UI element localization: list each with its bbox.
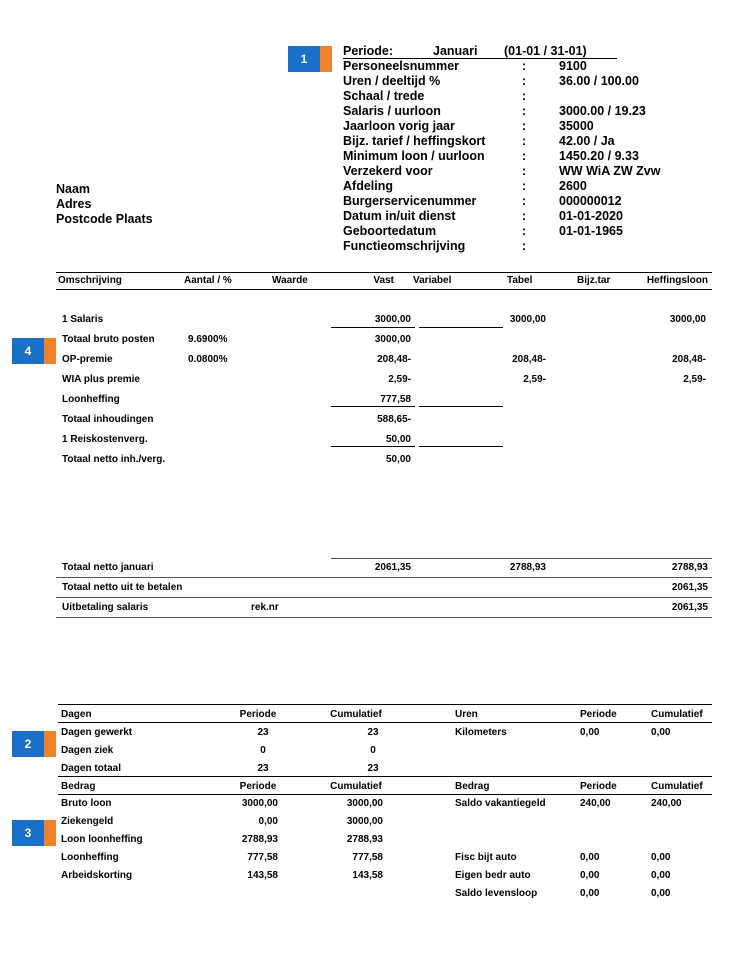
bedrag-row-periode: 2788,93 — [241, 834, 278, 845]
dagen-cum-header: Cumulatief — [330, 709, 382, 720]
dagen-row-cum: 23 — [367, 727, 379, 738]
bedrag-row-periode: 777,58 — [247, 852, 278, 863]
row-omschrijving: Totaal netto inh./verg. — [62, 454, 166, 465]
row-vast: 50,00 — [385, 454, 411, 465]
bedrag-row-periode: 0,00 — [258, 816, 278, 827]
field-colon: : — [522, 74, 527, 88]
field-label: Salaris / uurloon — [343, 104, 441, 118]
dagen-periode-header: Periode — [239, 709, 277, 720]
dagen-row-cum: 23 — [367, 763, 379, 774]
row-heffingsloon: 2,59- — [683, 374, 706, 385]
field-label: Afdeling — [343, 179, 393, 193]
dagen-row-cum: 0 — [370, 745, 376, 756]
totaal-netto-label: Totaal netto januari — [62, 562, 154, 573]
uren-header: Uren — [455, 709, 478, 720]
field-label: Schaal / trede — [343, 89, 425, 103]
field-colon: : — [522, 149, 527, 163]
totaal-netto-heff: 2788,93 — [671, 562, 708, 573]
bedrag2-row-periode: 0,00 — [580, 852, 600, 863]
field-label: Uren / deeltijd % — [343, 74, 441, 88]
field-value: WW WiA ZW Zvw — [559, 164, 661, 178]
uren-periode-header: Periode — [580, 709, 617, 720]
uren-row-cum: 0,00 — [651, 727, 671, 738]
field-colon: : — [522, 164, 527, 178]
col-heffingsloon: Heffingsloon — [646, 275, 708, 286]
field-label: Geboortedatum — [343, 224, 437, 238]
col-waarde: Waarde — [272, 275, 308, 286]
row-tabel: 3000,00 — [509, 314, 546, 325]
field-value: 1450.20 / 9.33 — [559, 149, 639, 163]
col-vast: Vast — [373, 275, 394, 286]
col-bijz: Bijz.tar — [577, 275, 611, 286]
field-colon: : — [522, 179, 527, 193]
row-aantal: 0.0800% — [188, 354, 228, 365]
section-badge-1: 1 — [288, 46, 332, 72]
field-value: 36.00 / 100.00 — [559, 74, 639, 88]
row-vast: 3000,00 — [374, 314, 411, 325]
bedrag2-row-periode: 240,00 — [580, 798, 611, 809]
bedrag2-row-label: Saldo vakantiegeld — [455, 798, 546, 809]
bedrag2-row-cum: 0,00 — [651, 870, 671, 881]
dagen-row-label: Dagen totaal — [61, 763, 122, 774]
bedrag-row-cum: 777,58 — [352, 852, 383, 863]
row-omschrijving: Totaal inhoudingen — [62, 414, 154, 425]
bedrag-periode-header: Periode — [239, 781, 277, 792]
totaal-netto-tabel: 2788,93 — [509, 562, 546, 573]
field-value: 000000012 — [559, 194, 622, 208]
field-label: Bijz. tarief / heffingskort — [343, 134, 486, 148]
field-colon: : — [522, 119, 527, 133]
col-omschrijving: Omschrijving — [58, 275, 122, 286]
field-value: 9100 — [559, 59, 587, 73]
row-omschrijving: WIA plus premie — [62, 374, 140, 385]
field-colon: : — [522, 194, 527, 208]
field-colon: : — [522, 209, 527, 223]
bedrag2-row-cum: 0,00 — [651, 888, 671, 899]
col-variabel: Variabel — [413, 275, 452, 286]
periode-month: Januari — [433, 44, 478, 58]
dagen-row-periode: 0 — [260, 745, 266, 756]
bedrag-row-cum: 2788,93 — [346, 834, 383, 845]
bedrag-row-label: Arbeidskorting — [61, 870, 133, 881]
field-colon: : — [522, 134, 527, 148]
field-label: Burgerservicenummer — [343, 194, 477, 208]
row-vast: 777,58 — [380, 394, 411, 405]
bedrag-row-cum: 143,58 — [352, 870, 383, 881]
bedrag2-header: Bedrag — [455, 781, 490, 792]
bedrag-row-cum: 3000,00 — [346, 798, 383, 809]
bedrag2-cum-header: Cumulatief — [651, 781, 703, 792]
field-value: 42.00 / Ja — [559, 134, 615, 148]
row-vast: 2,59- — [388, 374, 411, 385]
row-omschrijving: Totaal bruto posten — [62, 334, 155, 345]
dagen-row-label: Dagen gewerkt — [61, 727, 133, 738]
field-colon: : — [522, 59, 527, 73]
row-vast: 208,48- — [377, 354, 411, 365]
periode-label: Periode: — [343, 44, 394, 58]
field-label: Verzekerd voor — [343, 164, 433, 178]
field-label: Minimum loon / uurloon — [343, 149, 485, 163]
field-colon: : — [522, 224, 527, 238]
dagen-row-periode: 23 — [257, 763, 269, 774]
uitbetaling-heff: 2061,35 — [671, 602, 708, 613]
uitbetaling-label: Uitbetaling salaris — [62, 602, 149, 613]
bedrag-row-label: Bruto loon — [61, 798, 112, 809]
dagen-row-periode: 23 — [257, 727, 269, 738]
uren-cum-header: Cumulatief — [651, 709, 703, 720]
field-value: 2600 — [559, 179, 587, 193]
row-omschrijving: 1 Salaris — [62, 314, 104, 325]
field-label: Personeelsnummer — [343, 59, 460, 73]
bedrag-row-cum: 3000,00 — [346, 816, 383, 827]
field-value: 01-01-1965 — [559, 224, 623, 238]
row-vast: 588,65- — [377, 414, 411, 425]
bedrag-row-label: Loon loonheffing — [61, 834, 143, 845]
dagen-header: Dagen — [61, 709, 92, 720]
row-tabel: 208,48- — [512, 354, 546, 365]
bedrag-row-periode: 3000,00 — [241, 798, 278, 809]
bedrag2-row-cum: 240,00 — [651, 798, 682, 809]
row-aantal: 9.6900% — [188, 334, 228, 345]
field-colon: : — [522, 104, 527, 118]
periode-range: (01-01 / 31-01) — [504, 44, 587, 58]
uren-row-periode: 0,00 — [580, 727, 600, 738]
row-vast: 50,00 — [385, 434, 411, 445]
bedrag2-row-label: Eigen bedr auto — [455, 870, 531, 881]
field-label: Jaarloon vorig jaar — [343, 119, 455, 133]
bedrag2-row-cum: 0,00 — [651, 852, 671, 863]
row-omschrijving: OP-premie — [62, 354, 113, 365]
dagen-row-label: Dagen ziek — [61, 745, 114, 756]
address-postcode: Postcode Plaats — [56, 212, 153, 226]
bedrag2-row-periode: 0,00 — [580, 888, 600, 899]
netto-uit-label: Totaal netto uit te betalen — [62, 582, 183, 593]
totaal-netto-vast: 2061,35 — [374, 562, 411, 573]
field-colon: : — [522, 239, 527, 253]
row-heffingsloon: 3000,00 — [669, 314, 706, 325]
field-value: 35000 — [559, 119, 594, 133]
field-colon: : — [522, 89, 527, 103]
col-aantal: Aantal / % — [184, 275, 232, 286]
row-tabel: 2,59- — [523, 374, 546, 385]
field-label: Functieomschrijving — [343, 239, 466, 253]
bedrag2-row-label: Fisc bijt auto — [455, 852, 517, 863]
bedrag-row-label: Loonheffing — [61, 852, 119, 863]
bedrag-row-label: Ziekengeld — [61, 816, 114, 827]
uitbetaling-rek: rek.nr — [251, 602, 279, 613]
bedrag-cum-header: Cumulatief — [330, 781, 382, 792]
row-omschrijving: Loonheffing — [62, 394, 120, 405]
row-vast: 3000,00 — [374, 334, 411, 345]
row-heffingsloon: 208,48- — [672, 354, 706, 365]
bedrag2-periode-header: Periode — [580, 781, 617, 792]
bedrag-header: Bedrag — [61, 781, 96, 792]
address-name: Naam — [56, 182, 91, 196]
address-street: Adres — [56, 197, 92, 211]
field-value: 3000.00 / 19.23 — [559, 104, 646, 118]
row-omschrijving: 1 Reiskostenverg. — [62, 434, 148, 445]
section-badge-4: 4 — [12, 338, 56, 364]
bedrag2-row-periode: 0,00 — [580, 870, 600, 881]
section-badge-2: 2 — [12, 731, 56, 757]
bedrag-row-periode: 143,58 — [247, 870, 278, 881]
bedrag2-row-label: Saldo levensloop — [455, 888, 538, 899]
netto-uit-heff: 2061,35 — [671, 582, 708, 593]
col-tabel: Tabel — [507, 275, 533, 286]
field-label: Datum in/uit dienst — [343, 209, 456, 223]
field-value: 01-01-2020 — [559, 209, 623, 223]
section-badge-3: 3 — [12, 820, 56, 846]
uren-row-label: Kilometers — [455, 727, 507, 738]
